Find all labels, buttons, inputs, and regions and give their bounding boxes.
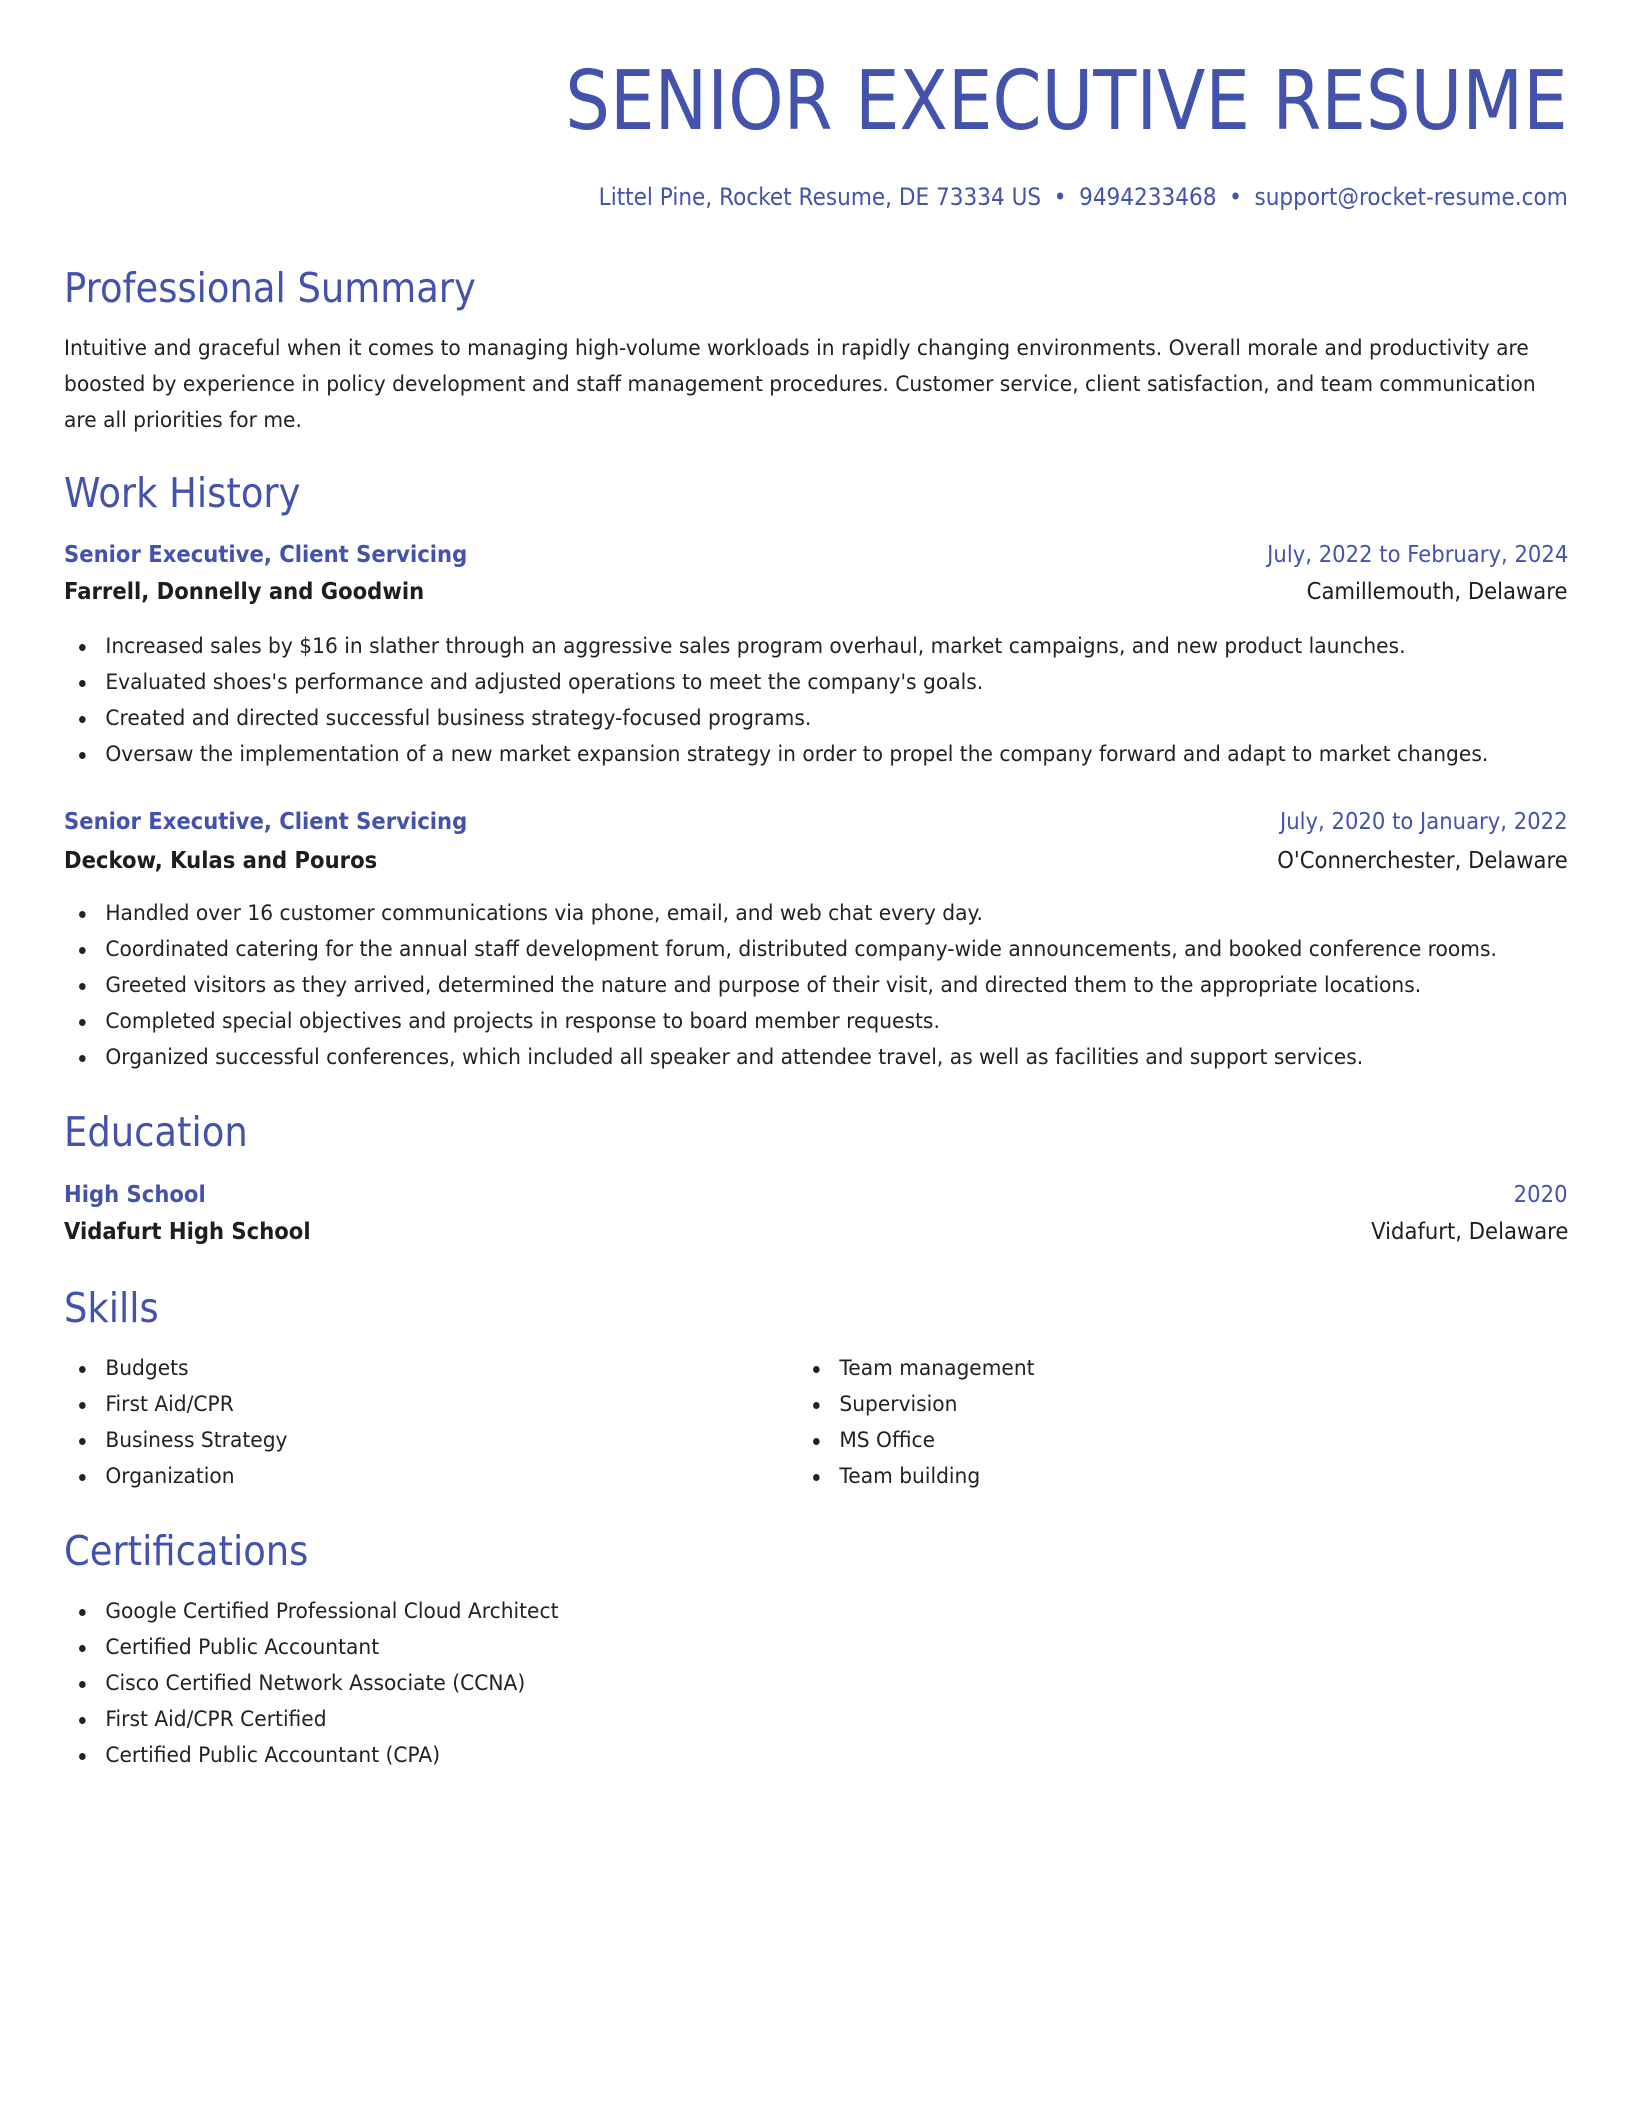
- list-item: Completed special objectives and projects in response to board member requests.: [64, 1004, 1497, 1040]
- certifications-heading: Certifications: [64, 1527, 309, 1575]
- job-company: Farrell, Donnelly and Goodwin: [64, 579, 425, 605]
- list-item: Greeted visitors as they arrived, determined the nature and purpose of their visit, and directed them to the appropriate locations.: [64, 968, 1497, 1004]
- job-title: Senior Executive, Client Servicing: [64, 542, 468, 568]
- education-header: [64, 1177, 1568, 1213]
- list-item: Evaluated shoes's performance and adjusted operations to meet the company's goals.: [64, 665, 1488, 701]
- list-item: Certified Public Accountant: [64, 1630, 559, 1666]
- job-bullets: [64, 896, 1588, 1076]
- list-item: First Aid/CPR Certified: [64, 1702, 559, 1738]
- summary-heading: Professional Summary: [64, 264, 476, 312]
- work-history-heading: Work History: [64, 469, 301, 517]
- list-item: Supervision: [798, 1387, 1035, 1423]
- job-dates: July, 2022 to February, 2024: [1266, 542, 1568, 568]
- contact-line: [599, 180, 1568, 214]
- list-item: Organized successful conferences, which included all speaker and attendee travel, as well as facilities and support services.: [64, 1040, 1497, 1076]
- contact-email[interactable]: support@rocket-resume.com: [1254, 183, 1568, 211]
- contact-address: Littel Pine, Rocket Resume, DE 73334 US: [598, 183, 1042, 211]
- list-item: Created and directed successful business strategy-focused programs.: [64, 701, 1488, 737]
- list-item: Handled over 16 customer communications via phone, email, and web chat every day.: [64, 896, 1497, 932]
- list-item: Organization: [64, 1459, 287, 1495]
- contact-phone: 9494233468: [1079, 183, 1217, 211]
- skills-heading: Skills: [64, 1284, 159, 1332]
- list-item: Team management: [798, 1351, 1035, 1387]
- skills-list-left: [64, 1351, 302, 1495]
- resume-title: SENIOR EXECUTIVE RESUME: [565, 54, 1568, 149]
- contact-separator: •: [1054, 183, 1067, 211]
- list-item: Coordinated catering for the annual staff development forum, distributed company-wide announcements, and booked conference rooms.: [64, 932, 1497, 968]
- list-item: Oversaw the implementation of a new market expansion strategy in order to propel the company forward and adapt to market changes.: [64, 737, 1488, 773]
- list-item: Certified Public Accountant (CPA): [64, 1738, 559, 1774]
- job-company-row: [64, 843, 1568, 879]
- job-dates: July, 2020 to January, 2022: [1280, 809, 1568, 835]
- job-location: Camillemouth, Delaware: [1307, 579, 1568, 605]
- list-item: Increased sales by $16 in slather through an aggressive sales program overhaul, market campaigns, and new product launches.: [64, 629, 1488, 665]
- certifications-list: [64, 1594, 590, 1774]
- job-header: [64, 804, 1568, 840]
- list-item: Team building: [798, 1459, 1035, 1495]
- job-title: Senior Executive, Client Servicing: [64, 809, 468, 835]
- summary-text: Intuitive and graceful when it comes to managing high-volume workloads in rapidly changing environments. Overall morale and productivity are boosted by experience in policy development and staff management procedures. Customer service, client satisfaction, and team communication are all priorities for me.: [64, 336, 1536, 433]
- education-location: Vidafurt, Delaware: [1370, 1219, 1568, 1245]
- list-item: Cisco Certified Network Associate (CCNA): [64, 1666, 559, 1702]
- education-year: 2020: [1514, 1182, 1568, 1208]
- job-bullets: [64, 629, 1579, 773]
- job-company: Deckow, Kulas and Pouros: [64, 848, 378, 874]
- education-heading: Education: [64, 1108, 248, 1156]
- education-degree: High School: [64, 1182, 206, 1208]
- list-item: Business Strategy: [64, 1423, 287, 1459]
- list-item: Budgets: [64, 1351, 287, 1387]
- list-item: Google Certified Professional Cloud Architect: [64, 1594, 559, 1630]
- contact-separator: •: [1229, 183, 1243, 211]
- list-item: MS Office: [798, 1423, 1035, 1459]
- skills-list-right: [798, 1351, 1050, 1495]
- list-item: First Aid/CPR: [64, 1387, 287, 1423]
- job-header: [64, 537, 1568, 573]
- education-school-row: [64, 1214, 1568, 1250]
- job-company-row: [64, 574, 1568, 610]
- job-location: O'Connerchester, Delaware: [1277, 848, 1568, 874]
- education-school: Vidafurt High School: [64, 1219, 311, 1245]
